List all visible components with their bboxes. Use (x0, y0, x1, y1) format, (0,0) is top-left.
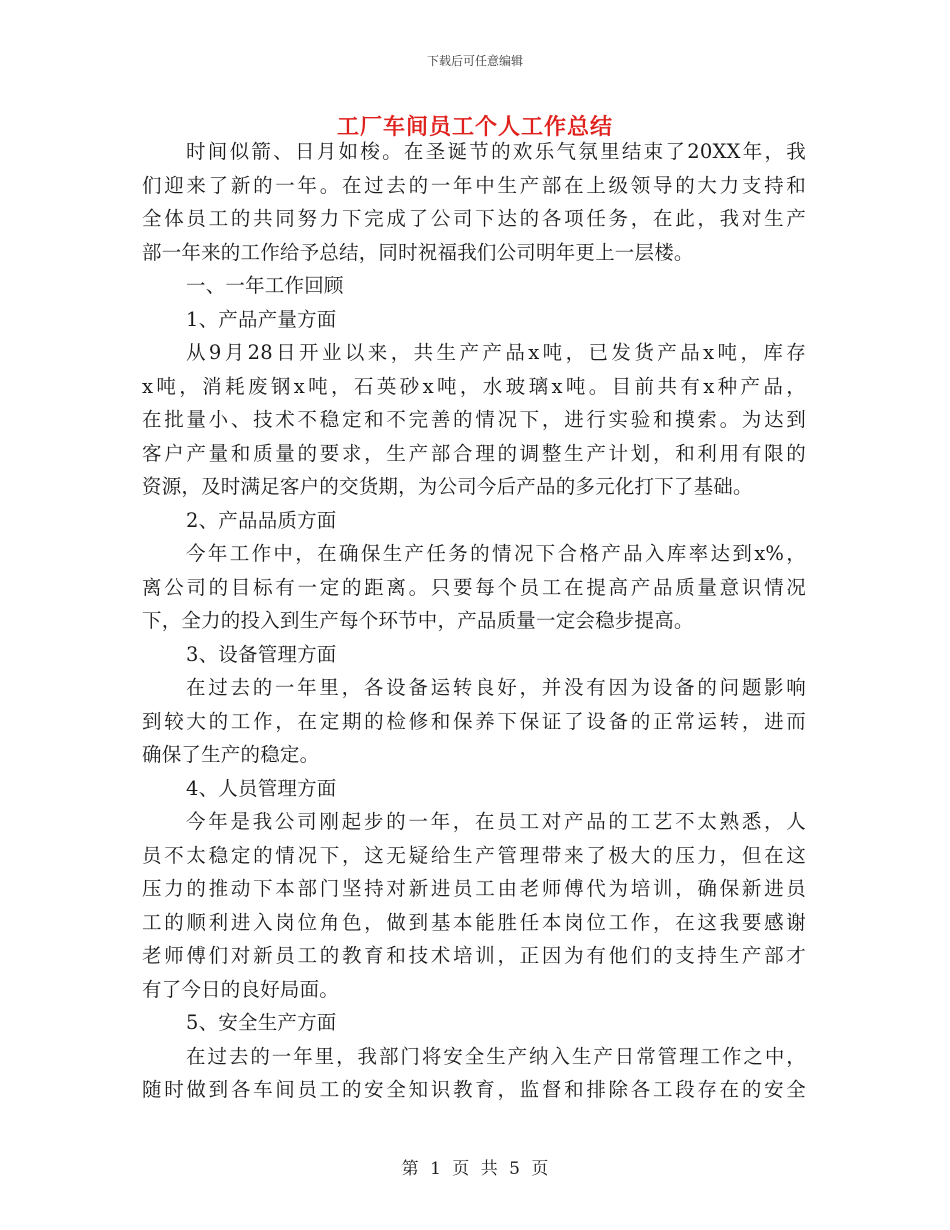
header-note: 下载后可任意编辑 (426, 54, 523, 68)
text-line: 5、安全生产方面 (186, 1011, 337, 1034)
text-line: 下，全力的投入到生产每个环节中，产品质量一定会稳步提高。 (142, 609, 694, 632)
text-line: 确保了生产的稳定。 (142, 743, 320, 766)
text-line: x吨，消耗废钢x吨，石英砂x吨，水玻璃x吨。目前共有x种产品， (142, 374, 806, 398)
text-line: 部一年来的工作给予总结，同时祝福我们公司明年更上一层楼。 (142, 240, 694, 264)
document-title: 工厂车间员工个人工作总结 (336, 115, 613, 140)
text-line: 员不太稳定的情况下，这无疑给生产管理带来了极大的压力，但在这 (142, 843, 806, 867)
text-line: 工的顺利进入岗位角色，做到基本能胜任本岗位工作，在这我要感谢 (142, 910, 806, 934)
text-line: 客户产量和质量的要求，生产部合理的调整生产计划，和利用有限的 (142, 441, 806, 465)
text-line: 资源，及时满足客户的交货期，为公司今后产品的多元化打下了基础。 (142, 475, 753, 498)
text-line: 在批量小、技术不稳定和不完善的情况下，进行实验和摸索。为达到 (142, 408, 806, 431)
text-line: 2、产品品质方面 (186, 508, 337, 532)
text-line: 今年工作中，在确保生产任务的情况下合格产品入库率达到x%， (186, 542, 806, 565)
text-line: 到较大的工作，在定期的检修和保养下保证了设备的正常运转，进而 (142, 709, 806, 733)
text-line: 一、一年工作回顾 (186, 274, 344, 297)
text-line: 3、设备管理方面 (186, 642, 337, 666)
document-body (142, 135, 806, 1107)
text-line: 在过去的一年里，各设备运转良好，并没有因为设备的问题影响 (186, 676, 806, 699)
text-line: 随时做到各车间员工的安全知识教育，监督和排除各工段存在的安全 (142, 1078, 806, 1101)
text-line: 压力的推动下本部门坚持对新进员工由老师傅代为培训，确保新进员 (142, 877, 806, 900)
text-line: 4、人员管理方面 (186, 776, 337, 800)
text-line: 在过去的一年里，我部门将安全生产纳入生产日常管理工作之中， (186, 1044, 806, 1068)
text-line: 全体员工的共同努力下完成了公司下达的各项任务，在此，我对生产 (142, 207, 806, 230)
text-line: 们迎来了新的一年。在过去的一年中生产部在上级领导的大力支持和 (142, 173, 806, 197)
text-line: 有了今日的良好局面。 (142, 977, 340, 1001)
text-line: 从9月28日开业以来，共生产产品x吨，已发货产品x吨，库存 (186, 341, 806, 364)
text-line: 1、产品产量方面 (186, 307, 337, 331)
text-line: 今年是我公司刚起步的一年，在员工对产品的工艺不太熟悉，人 (186, 810, 806, 833)
text-line: 时间似箭、日月如梭。在圣诞节的欢乐气氛里结束了20XX年，我 (186, 140, 806, 163)
text-line: 老师傅们对新员工的教育和技术培训，正因为有他们的支持生产部才 (142, 944, 806, 967)
page-footer: 第 1 页 共 5 页 (401, 1159, 549, 1179)
text-line: 离公司的目标有一定的距离。只要每个员工在提高产品质量意识情况 (142, 575, 806, 599)
